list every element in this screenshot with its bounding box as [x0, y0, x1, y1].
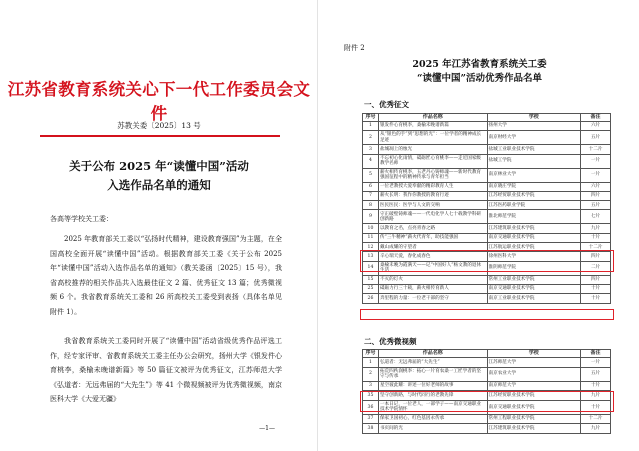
- list-title-line1: 2025 年江苏省教育系统关工委: [412, 59, 547, 70]
- table-row: [363, 243, 611, 252]
- cell-note: 一片: [581, 358, 611, 368]
- cell-title: 盐城凋上的烛光: [378, 145, 487, 154]
- header-no: 序号: [363, 350, 379, 358]
- table-row: [363, 145, 611, 154]
- body-paragraph-1: 2025 年教育部关工委以“弘扬时代精神，建设教育强国”为主题，在全国高校全面开展“读懂中国”活动。根据教育部关工委《关于公布 2025 年“读懂中国”活动入选作品名单的通知》（教关委函〔2025〕15 号），我省高校推荐的相关作品共入选最佳征文 2 篇、优秀征文 13 篇；优秀微视频 6 个。我省教育系统关工委和 26 所高校关工委受到表扬（具体名单见附件 1）。: [50, 235, 282, 316]
- body-paragraph-2: 我省教育系统关工委同时开展了“读懂中国”活动省级优秀作品评选工作，经专家评审、省教育系统关工委主任办公会研究，扬州大学《银发件心育桃李，桑榆未晚谱新篇》等 50 篇征文被评为优秀征文，江苏师范大学《弘道者：无远弗届的“大先生”》等 41 个微视频被评为优秀微视频，南京医科大学《大爱无疆》: [50, 337, 282, 403]
- red-divider-line: [40, 135, 280, 137]
- cell-school: 盐城工学院: [487, 154, 581, 168]
- header-school: 学校: [487, 114, 581, 122]
- cell-title: 戴山成耀的守望者: [378, 243, 487, 252]
- cell-school: 江苏建筑职业技术学院: [487, 424, 581, 434]
- cell-no: 38: [363, 424, 379, 434]
- table-header-row: [363, 114, 611, 122]
- cell-school: 南京农业大学: [487, 367, 581, 381]
- cell-no: 10: [363, 224, 379, 233]
- attachment-label: 附件 2: [344, 44, 365, 52]
- section-videos-heading: 二、优秀微视频: [364, 337, 417, 346]
- table-row: [363, 154, 611, 168]
- cell-title: 医民医民：医学与人文的交响: [378, 201, 487, 210]
- table-row: [363, 261, 611, 275]
- cell-no: 1: [363, 358, 379, 368]
- cell-no: 7: [363, 191, 379, 200]
- cell-note: 二片: [581, 261, 611, 275]
- cell-note: 七片: [581, 210, 611, 224]
- cell-title: 守正破壁铸师魂——一代电化学人七十载教学科研创新路: [378, 210, 487, 224]
- cell-note: 十二片: [581, 243, 611, 252]
- cell-no: 37: [363, 414, 379, 424]
- table-row: [363, 391, 611, 401]
- cell-note: 十片: [581, 233, 611, 242]
- cell-note: 十二片: [581, 414, 611, 424]
- cell-note: 九片: [581, 424, 611, 434]
- cell-title: 坚守创新路，与时代同行的老教先锋: [378, 391, 487, 401]
- cell-no: 36: [363, 400, 379, 414]
- table-row: [363, 168, 611, 182]
- document-number: 苏教关委〔2025〕13 号: [117, 121, 201, 130]
- cell-school: 盐城工业职业技术学院: [487, 145, 581, 154]
- cell-school: 南京晓庄学院: [487, 182, 581, 191]
- list-title-line2: “读懂中国”活动优秀作品名单: [417, 73, 542, 84]
- cell-title: 砥砺力行三十载，薪火相传育新人: [378, 284, 487, 293]
- cell-title: 不忘初心化雨情，砥砺匠心育桃李——走近国家级教学名师: [378, 154, 487, 168]
- cell-school: 南京交通职业技术学院: [487, 400, 581, 414]
- cell-title: 薪火相传育桃李，五老丹心铸师魂——新时代教育强国征程中的精神传承与青年担当: [378, 168, 487, 182]
- cell-title: 薪火长明：我作你教授的教育行迹: [378, 191, 487, 200]
- table-row: [363, 424, 611, 434]
- table-row: [363, 400, 611, 414]
- cell-no: 15: [363, 275, 379, 284]
- cell-school: 江苏航运职业技术学院: [487, 243, 581, 252]
- cell-school: 江苏医药职业学院: [487, 201, 581, 210]
- cell-note: 九片: [581, 224, 611, 233]
- cell-school: 江苏经贸职业技术学院: [487, 191, 581, 200]
- cell-no: 11: [363, 233, 379, 242]
- table-row: [363, 131, 611, 145]
- cell-title: 书页间的光: [378, 424, 487, 434]
- salutation: 各高等学校关工委：: [50, 215, 113, 223]
- table-row: [363, 233, 611, 242]
- table-row: [363, 210, 611, 224]
- cell-no: 14: [363, 261, 379, 275]
- table-row: [363, 191, 611, 200]
- cell-no: 26: [363, 294, 379, 303]
- cell-school: 常州工程职业技术学院: [487, 414, 581, 424]
- cell-no: 9: [363, 210, 379, 224]
- header-title: 作品名称: [378, 350, 487, 358]
- table-row: [363, 414, 611, 424]
- cell-no: 5: [363, 168, 379, 182]
- highlight-box-essay-25: [360, 309, 614, 320]
- table-header-row: [363, 350, 611, 358]
- cell-no: 3: [363, 145, 379, 154]
- header-title: 作品名称: [378, 114, 487, 122]
- attachment-list-page: [320, 0, 639, 451]
- cell-school: 常州工业职业技术学院: [487, 275, 581, 284]
- cell-school: 江苏建筑职业技术学院: [487, 224, 581, 233]
- cell-no: 2: [363, 131, 379, 145]
- cell-no: 35: [363, 391, 379, 401]
- table-row: [363, 294, 611, 303]
- cell-note: 十片: [581, 400, 611, 414]
- cell-note: 一片: [581, 154, 611, 168]
- cell-note: 十片: [581, 284, 611, 293]
- page-number: —1—: [259, 425, 275, 432]
- header-school: 学校: [487, 350, 581, 358]
- document-masthead: 江苏省教育系统关心下一代工作委员会文件: [7, 80, 311, 123]
- header-no: 序号: [363, 114, 379, 122]
- table-row: [363, 182, 611, 191]
- cell-title: 拓荒四秩润桃李：拓心一片育农桑一工匠学者的坚守与传承: [378, 367, 487, 381]
- cell-note: 十片: [581, 294, 611, 303]
- cell-note: 六片: [581, 182, 611, 191]
- table-row: [363, 284, 611, 293]
- cell-no: 8: [363, 201, 379, 210]
- cell-note: 五片: [581, 131, 611, 145]
- cell-school: 南京林业大学: [487, 168, 581, 182]
- table-row: [363, 122, 611, 131]
- cell-title: 以教育之名，点亮青春之路: [378, 224, 487, 233]
- cell-no: 3: [363, 381, 379, 391]
- cell-school: 扬州大学: [487, 122, 581, 131]
- cell-title: 一本日记，一位老人，一部学子——南京交通职业技术学院情怀: [378, 400, 487, 414]
- cell-school: 南京交通职业技术学院: [487, 233, 581, 242]
- cell-title: 奔里程的力量：一位老干部的坚守: [378, 294, 487, 303]
- cell-title: 星空彼此耀：讲述一位好老师的故事: [378, 381, 487, 391]
- cell-school: 江苏师范大学: [487, 358, 581, 368]
- cell-title: 从“银色的手”到“思想的光”：一位学者的精神成长足迹: [378, 131, 487, 145]
- cell-title: 一位老教授大爱奉献的精彩教育人生: [378, 182, 487, 191]
- cell-school: 南京交通职业技术学院: [487, 284, 581, 293]
- cell-note: 十二片: [581, 145, 611, 154]
- notice-document-page: [0, 0, 318, 451]
- cell-title: 辛心瑞天爱，春化成春色: [378, 252, 487, 261]
- cell-no: 6: [363, 182, 379, 191]
- essay-table: [362, 113, 611, 304]
- cell-no: 12: [363, 243, 379, 252]
- cell-school: 南京工业职业技术学院: [487, 294, 581, 303]
- cell-no: 2: [363, 367, 379, 381]
- section-essays-heading: 一、优秀征文: [364, 100, 409, 109]
- cell-title: 不灭的灯火: [378, 275, 487, 284]
- table-row: [363, 367, 611, 381]
- table-row: [363, 224, 611, 233]
- cell-no: 25: [363, 284, 379, 293]
- cell-school: 淮阴师范学院: [487, 261, 581, 275]
- notice-title-line1: 关于公布 2025 年“读懂中国”活动: [69, 159, 249, 173]
- cell-note: 五片: [581, 201, 611, 210]
- cell-no: 4: [363, 154, 379, 168]
- cell-school: 南京师范大学: [487, 381, 581, 391]
- table-row: [363, 275, 611, 284]
- cell-no: 13: [363, 252, 379, 261]
- cell-school: 淮北师范学院: [487, 210, 581, 224]
- table-row: [363, 358, 611, 368]
- cell-title: 传“三牛精神”薪火代青年，助技能强国: [378, 233, 487, 242]
- cell-title: 保家卫国初心，红色基因永传承: [378, 414, 487, 424]
- cell-note: 一片: [581, 168, 611, 182]
- cell-school: 南京财经大学: [487, 131, 581, 145]
- cell-note: 五片: [581, 367, 611, 381]
- header-note: 备注: [581, 114, 611, 122]
- cell-title: 弘道者：无远弗届的“大先生”: [378, 358, 487, 368]
- cell-note: 四片: [581, 252, 611, 261]
- cell-title: 银发件心育桃李，桑榆未晚谱新篇: [378, 122, 487, 131]
- cell-note: 四片: [581, 275, 611, 284]
- table-row: [363, 201, 611, 210]
- cell-note: 四片: [581, 191, 611, 200]
- cell-school: 徐州医科大学: [487, 252, 581, 261]
- notice-title-line2: 入选作品名单的通知: [107, 178, 211, 192]
- cell-note: 六片: [581, 122, 611, 131]
- video-table: [362, 349, 611, 434]
- cell-school: 江苏经贸职业技术学院: [487, 391, 581, 401]
- table-row: [363, 381, 611, 391]
- table-row: [363, 252, 611, 261]
- cell-note: 十片: [581, 381, 611, 391]
- header-note: 备注: [581, 350, 611, 358]
- cell-title: 桑榆未晚为霞满天——记“中国好人”杨文教的退休生活: [378, 261, 487, 275]
- cell-note: 九片: [581, 391, 611, 401]
- cell-no: 1: [363, 122, 379, 131]
